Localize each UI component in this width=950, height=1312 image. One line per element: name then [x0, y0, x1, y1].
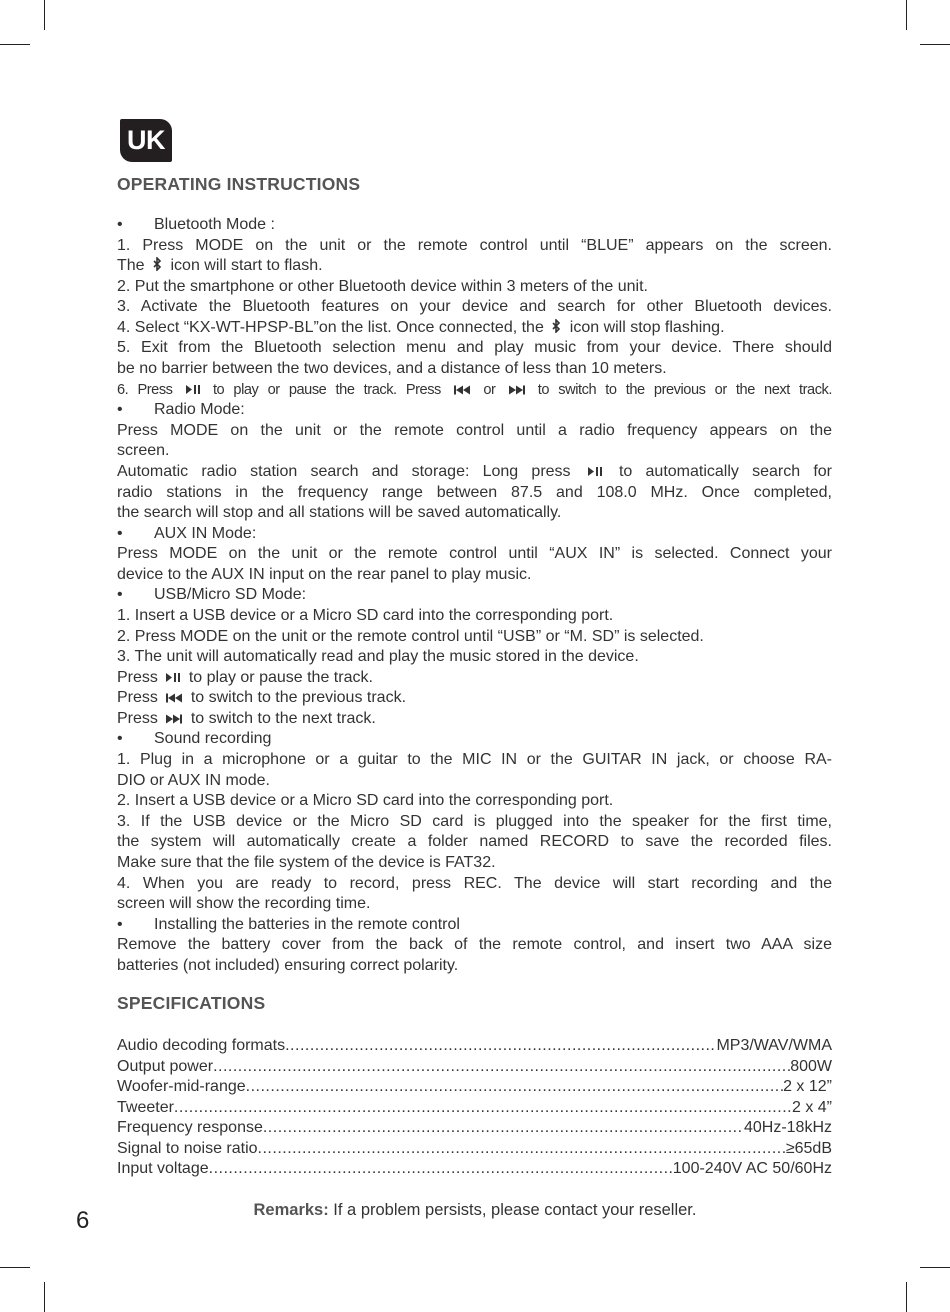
bullet-heading [117, 585, 832, 606]
text-line [117, 750, 832, 771]
next-icon [508, 385, 526, 395]
text-segment: 5. Exit from the Bluetooth selection menu and play music from your device. There should [117, 339, 832, 357]
bullet-icon: • [117, 524, 123, 542]
spec-value: 100-240V AC 50/60Hz [672, 1160, 832, 1177]
text-segment: AUX IN Mode: [154, 524, 257, 542]
text-line [117, 359, 832, 380]
text-segment: Sound recording [154, 730, 272, 748]
text-line [117, 668, 832, 689]
text-segment: 6. Press [117, 381, 173, 398]
spec-value: 2 x 4” [791, 1098, 832, 1116]
spec-row [117, 1077, 832, 1098]
text-segment: the search will stop and all stations will be saved automatically. [117, 504, 562, 522]
play-pause-icon [165, 672, 181, 683]
text-line [117, 338, 832, 359]
text-line [117, 853, 832, 874]
text-line [117, 441, 832, 462]
text-line [117, 935, 832, 956]
spec-value: 40Hz-18kHz [743, 1119, 832, 1136]
text-segment: DIO or AUX IN mode. [117, 771, 270, 789]
dot-leader [285, 1036, 716, 1057]
text-line [117, 297, 832, 318]
text-segment: Remove the battery cover from the back of the remote control, and insert two AAA size [117, 936, 832, 954]
spec-label: Tweeter [117, 1098, 174, 1116]
text-line [117, 894, 832, 915]
bullet-heading [117, 215, 832, 236]
spec-value: MP3/WAV/WMA [716, 1037, 832, 1054]
text-segment: Press [117, 668, 158, 686]
bullet-icon: • [117, 915, 123, 933]
crop-mark [920, 44, 950, 45]
bluetooth-icon [551, 319, 562, 333]
text-segment: icon will start to flash. [170, 257, 323, 275]
text-segment: Bluetooth Mode : [154, 216, 275, 233]
remarks [0, 1201, 950, 1220]
spec-label: Frequency response [117, 1119, 263, 1136]
text-line [117, 421, 832, 442]
crop-mark [906, 1282, 907, 1312]
text-segment: 1. Press MODE on the unit or the remote control until “BLUE” appears on the screen. [117, 236, 832, 254]
spec-row [117, 1139, 832, 1160]
specifications-list [117, 1036, 832, 1180]
text-line [117, 812, 832, 833]
text-segment: 3. Activate the Bluetooth features on your device and search for other Bluetooth devices. [117, 298, 832, 316]
text-line [117, 236, 832, 257]
text-line [117, 956, 832, 977]
crop-mark [44, 1282, 45, 1312]
text-segment: Installing the batteries in the remote control [154, 915, 460, 933]
remarks-text: If a problem persists, please contact your reseller. [328, 1201, 697, 1219]
text-segment: 2. Insert a USB device or a Micro SD card into the corresponding port. [117, 792, 614, 810]
text-line [117, 380, 832, 401]
previous-icon [453, 385, 471, 395]
text-line [117, 627, 832, 648]
dot-leader [263, 1118, 744, 1139]
dot-leader [213, 1057, 790, 1078]
text-segment: to play or pause the track. Press [212, 381, 441, 398]
text-segment: to switch to the previous track. [190, 689, 407, 707]
text-segment: device to the AUX IN input on the rear panel to play music. [117, 565, 532, 583]
text-segment: radio stations in the frequency range between 87.5 and 108.0 MHz. Once completed, [117, 483, 832, 501]
text-segment: 1. Plug in a microphone or a guitar to the MIC IN or the GUITAR IN jack, or choose RA- [117, 751, 832, 769]
spec-value: 2 x 12” [783, 1078, 832, 1095]
text-line [117, 318, 832, 339]
text-segment: the system will automatically create a folder named RECORD to save the recorded files. [117, 833, 832, 851]
text-segment: 4. When you are ready to record, press REC. The device will start recording and the [117, 874, 832, 892]
text-segment: be no barrier between the two devices, and a distance of less than 10 meters. [117, 360, 667, 378]
dot-leader [246, 1077, 783, 1098]
text-segment: 4. Select “KX-WT-HPSP-BL”on the list. Once connected, the [117, 318, 544, 336]
crop-mark [920, 1267, 950, 1268]
crop-mark [906, 0, 907, 30]
text-segment: batteries (not included) ensuring correct polarity. [117, 956, 459, 974]
spec-row [117, 1057, 832, 1078]
text-segment: Press MODE on the unit or the remote control until a radio frequency appears on the [117, 421, 832, 439]
spec-label: Input voltage [117, 1160, 209, 1177]
play-pause-icon [587, 466, 603, 477]
dot-leader [174, 1098, 792, 1119]
text-line [117, 503, 832, 524]
text-line [117, 874, 832, 895]
text-line [117, 771, 832, 792]
bullet-heading [117, 400, 832, 421]
bullet-heading [117, 729, 832, 750]
text-line [117, 544, 832, 565]
operating-instructions-heading: OPERATING INSTRUCTIONS [117, 174, 361, 194]
text-segment: Automatic radio station search and storage: Long press [117, 462, 571, 480]
spec-value: ≥65dB [785, 1139, 832, 1157]
text-segment: to automatically search for [618, 462, 833, 480]
text-line [117, 277, 832, 298]
spec-value: 800W [790, 1057, 832, 1075]
text-line [117, 565, 832, 586]
next-icon [165, 714, 183, 724]
text-segment: USB/Micro SD Mode: [154, 586, 307, 604]
bullet-heading [117, 524, 832, 545]
spec-row [117, 1036, 832, 1057]
text-segment: 2. Put the smartphone or other Bluetooth device within 3 meters of the unit. [117, 277, 648, 295]
page-number: 6 [76, 1207, 90, 1234]
bullet-icon: • [117, 216, 123, 233]
text-line [117, 462, 832, 483]
text-segment: Radio Mode: [154, 401, 245, 419]
text-line [117, 709, 832, 730]
bullet-heading [117, 915, 832, 936]
text-segment: The [117, 257, 145, 275]
spec-label: Audio decoding formats [117, 1037, 286, 1054]
dot-leader [258, 1139, 786, 1160]
text-segment: screen. [117, 442, 170, 460]
crop-mark [0, 1267, 30, 1268]
text-segment: screen will show the recording time. [117, 895, 371, 913]
spec-label: Signal to noise ratio [117, 1139, 258, 1157]
text-segment: to switch to the previous or the next track. [537, 381, 833, 398]
play-pause-icon [185, 384, 201, 395]
specifications-heading: SPECIFICATIONS [117, 993, 266, 1013]
bullet-icon: • [117, 730, 123, 748]
text-segment: 3. If the USB device or the Micro SD card is plugged into the speaker for the first time, [117, 812, 832, 830]
spec-row [117, 1118, 832, 1139]
text-line [117, 647, 832, 668]
spec-row [117, 1098, 832, 1119]
text-segment: 1. Insert a USB device or a Micro SD card into the corresponding port. [117, 606, 614, 624]
instructions-body [117, 215, 832, 976]
text-line [117, 483, 832, 504]
text-segment: to play or pause the track. [188, 668, 373, 686]
text-segment: to switch to the next track. [190, 709, 376, 727]
text-segment: or [483, 381, 496, 398]
previous-icon [165, 693, 183, 703]
text-line [117, 791, 832, 812]
spec-row [117, 1159, 832, 1180]
text-line [117, 688, 832, 709]
language-badge: UK [120, 119, 172, 162]
text-segment: 2. Press MODE on the unit or the remote control until “USB” or “M. SD” is selected. [117, 627, 704, 645]
text-segment: 3. The unit will automatically read and play the music stored in the device. [117, 648, 639, 666]
dot-leader [209, 1159, 673, 1180]
spec-label: Output power [117, 1057, 214, 1075]
text-segment: icon will stop flashing. [569, 318, 725, 336]
text-segment: Make sure that the file system of the device is FAT32. [117, 853, 496, 871]
text-line [117, 256, 832, 277]
text-line [117, 606, 832, 627]
bluetooth-icon [152, 257, 163, 271]
crop-mark [44, 0, 45, 30]
spec-label: Woofer-mid-range [117, 1078, 246, 1095]
bullet-icon: • [117, 401, 123, 419]
crop-mark [0, 44, 30, 45]
bullet-icon: • [117, 586, 123, 604]
text-segment: Press [117, 689, 158, 707]
text-line [117, 832, 832, 853]
text-segment: Press [117, 709, 158, 727]
text-segment: Press MODE on the unit or the remote control until “AUX IN” is selected. Connect your [117, 545, 832, 563]
remarks-label: Remarks: [253, 1201, 329, 1219]
